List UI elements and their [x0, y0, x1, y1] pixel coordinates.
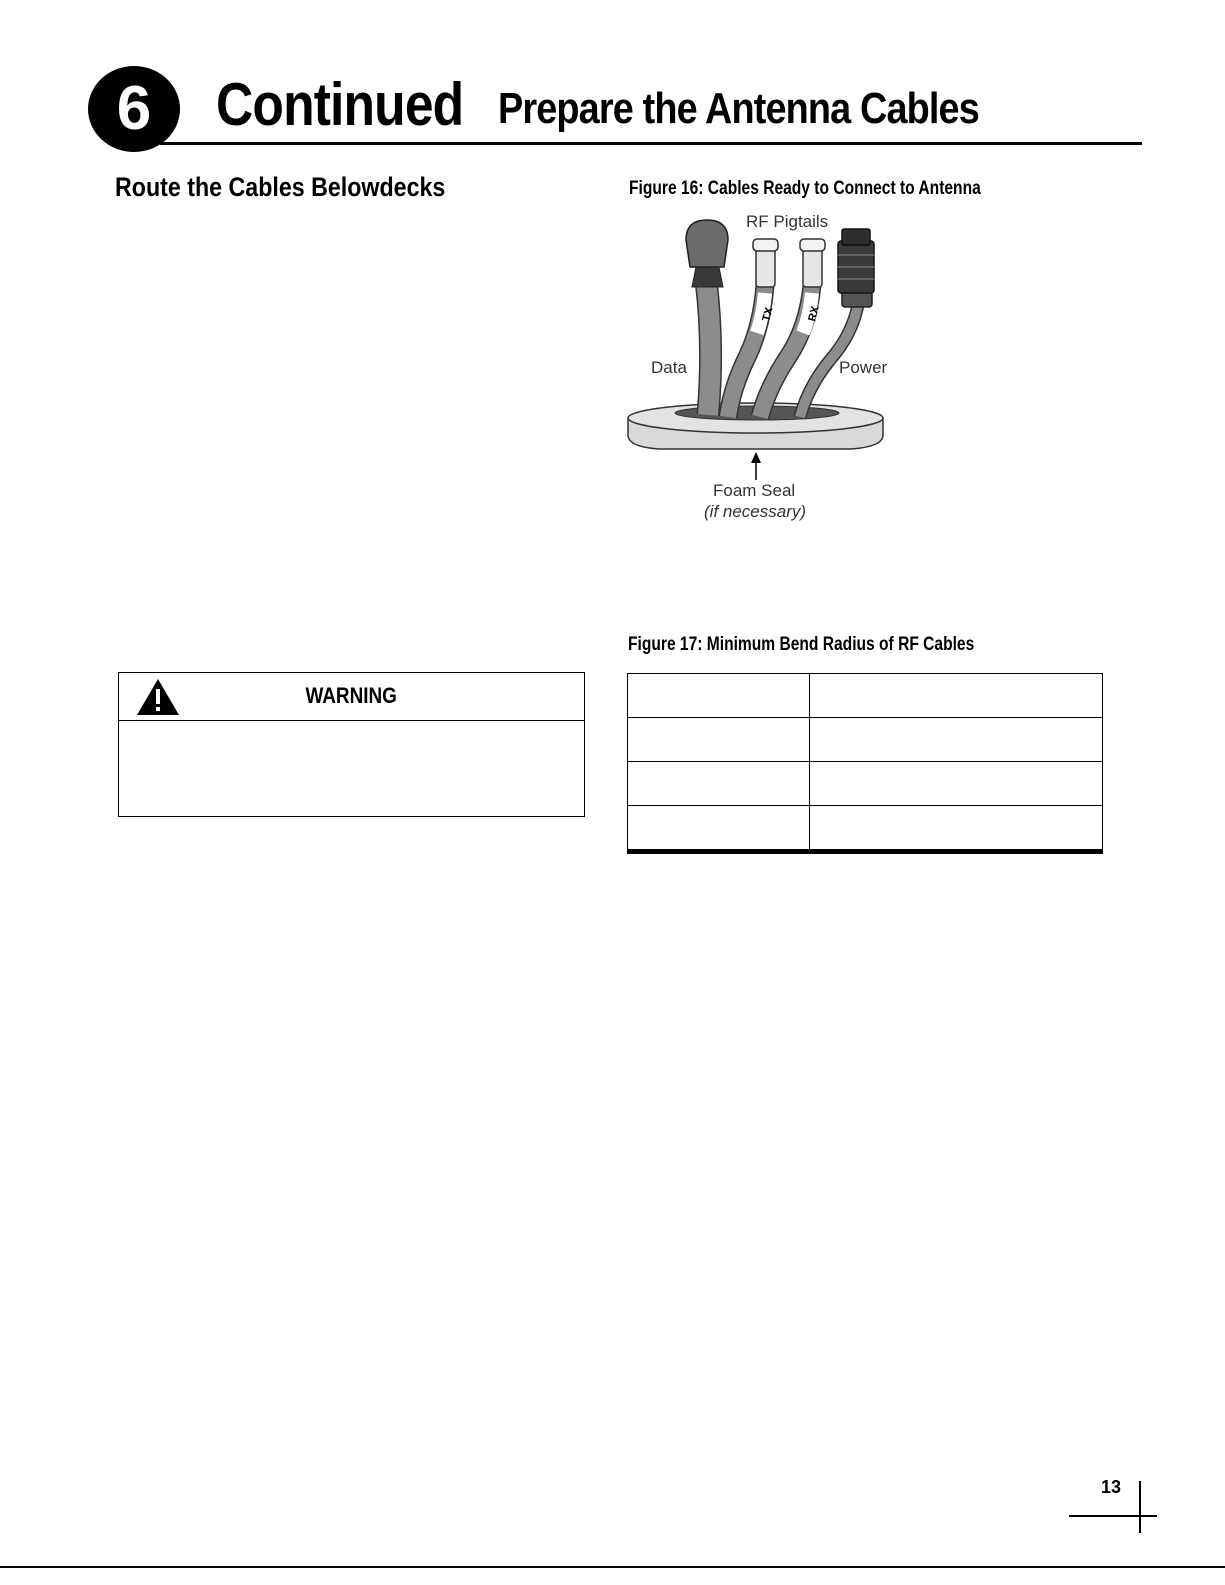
data-cable-illustration [686, 220, 728, 415]
rx-label: RX [806, 304, 822, 323]
bottom-rule [0, 1566, 1225, 1568]
table-cell [628, 674, 810, 718]
power-label: Power [839, 358, 888, 377]
table-cell [628, 806, 810, 852]
crop-mark-horizontal [1069, 1515, 1157, 1517]
data-label: Data [651, 358, 687, 377]
rf-pigtails-label: RF Pigtails [746, 212, 829, 231]
figure-16-caption: Figure 16: Cables Ready to Connect to Antenna [629, 178, 981, 199]
figure-16-cables-illustration [620, 205, 920, 535]
warning-box [118, 672, 585, 817]
table-row [628, 806, 1103, 852]
bend-radius-table [627, 673, 1103, 854]
table-cell [628, 718, 810, 762]
foam-seal-label: Foam Seal [713, 481, 796, 500]
section-heading: Route the Cables Belowdecks [115, 172, 446, 202]
table-cell [810, 762, 1103, 806]
continued-label: Continued [216, 71, 464, 138]
table-cell [628, 762, 810, 806]
page-number: 13 [1101, 1477, 1122, 1497]
warning-header [119, 673, 584, 721]
table-cell [810, 806, 1103, 852]
table-row [628, 718, 1103, 762]
warning-title: WARNING [305, 683, 398, 708]
table-cell [810, 674, 1103, 718]
crop-mark-vertical [1139, 1481, 1141, 1533]
foam-seal-note: (if necessary) [704, 502, 807, 521]
step-number-badge: 6 [88, 66, 180, 152]
table-cell [810, 718, 1103, 762]
table-row [628, 762, 1103, 806]
table-row [628, 674, 1103, 718]
header-rule [160, 142, 1142, 145]
page-title: Prepare the Antenna Cables [498, 84, 979, 133]
page-header [216, 70, 979, 139]
tx-label: TX [760, 306, 776, 323]
foam-seal-arrow-icon [751, 452, 761, 480]
figure-17-caption: Figure 17: Minimum Bend Radius of RF Cables [628, 634, 975, 655]
